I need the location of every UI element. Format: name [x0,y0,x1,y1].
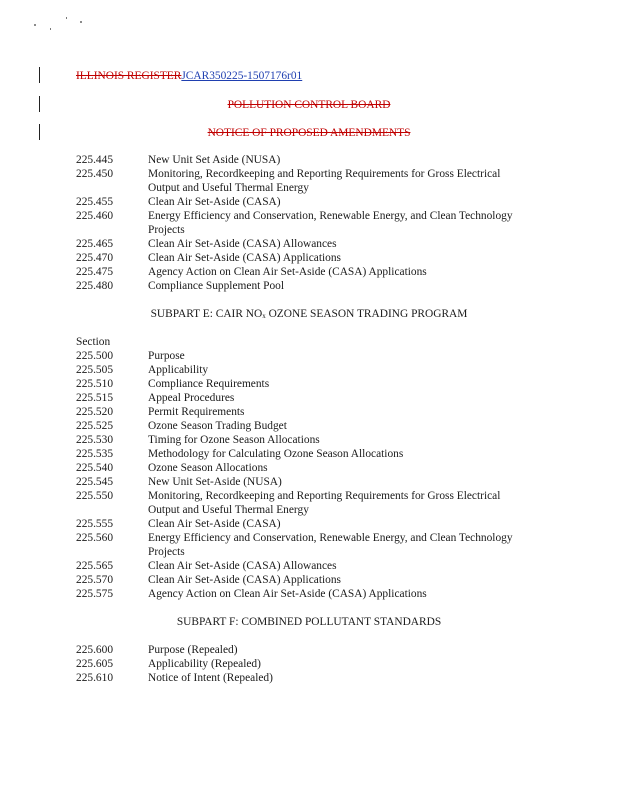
register-header [76,70,302,83]
section-label: Section [76,336,111,348]
scan-speck [50,28,51,30]
agency-title: POLLUTION CONTROL BOARD [227,99,391,111]
document-page: ILLINOIS REGISTERJCAR350225-1507176r01 POLLUTION CONTROL BOARD NOTICE OF PROPOSED AMENDMENTS 225.445 New Unit Set Aside (NUSA) 225.450 Monitoring, Recordkeeping and Reporting Requirements for Gross Electrical Output and Useful Thermal Energy 225.455 Clean Air Set-Aside (CASA) 225.460 Energy Efficiency and Conservation, Renewable Energy, and Clean Technology Projects 225.465 Clean Air Set-Aside (CASA) Allowances 225.470 Clean Air Set-Aside (CASA) Applications 225.475 Agency Action on Clean Air Set-Aside (CASA) Applications 225.480 Compliance Supplement Pool SUBPART E: CAIR $NO_x$ OZONE SEASON TRADING PROGRAM Section 225.500 Purpose 225.505 Applicability 225.510 Compliance Requirements 225.515 Appeal Procedures 225.520 Permit Requirements 225.525 Ozone Season Trading Budget 225.530 Timing for Ozone Season Allocations 225.535 Methodology for Calculating Ozone Season Allocations 225.540 Ozone Season Allocations 225.545 New Unit Set-Aside (NUSA) 225.550 Monitoring, Recordkeeping and Reporting Requirements for Gross Electrical Output and Useful Thermal Energy 225.555 Clean Air Set-Aside (CASA) 225.560 Energy Efficiency and Conservation, Renewable Energy, and Clean Technology Projects 225.565 Clean Air Set-Aside (CASA) Allowances 225.570 Clean Air Set-Aside (CASA) Applications 225.575 Agency Action on Clean Air Set-Aside (CASA) Applications SUBPART F: COMBINED POLLUTANT STANDARDS 225.600 Purpose (Repealed) 225.605 Applicability (Repealed) 225.610 Notice of Intent (Repealed) [0,0,618,800]
subpart-f-heading: SUBPART F: COMBINED POLLUTANT STANDARDS [176,616,442,628]
scan-speck [34,24,36,26]
notice-title: NOTICE OF PROPOSED AMENDMENTS [207,127,411,139]
revision-bar [39,67,40,83]
scan-speck [80,21,82,23]
register-id-inserted: JCAR350225-1507176r01 [181,70,303,82]
subpart-e-heading: SUBPART E: CAIR $NO_x$ OZONE SEASON TRADING PROGRAM [150,308,468,320]
scan-speck [66,17,67,19]
register-title-deleted: ILLINOIS REGISTER [76,70,182,82]
